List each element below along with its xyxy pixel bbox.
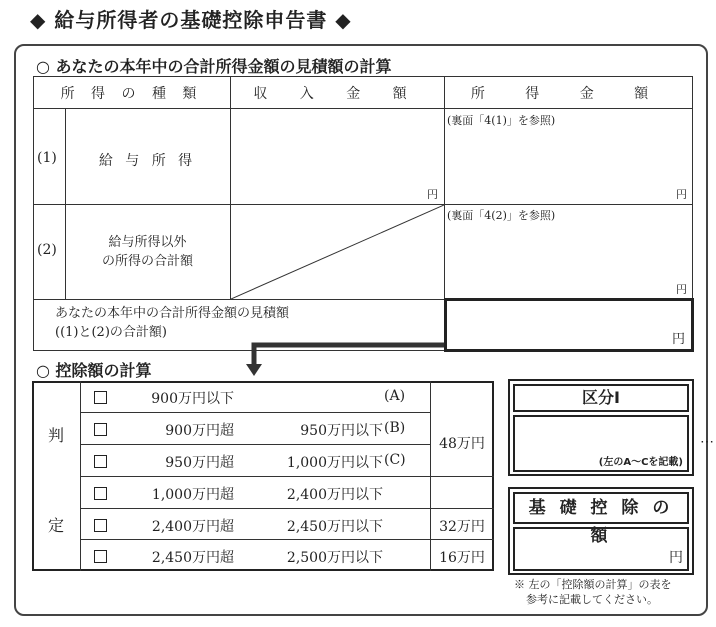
row2-number: (2) xyxy=(37,242,57,258)
row-from: 900万円以下 xyxy=(151,391,234,407)
row1-note: (裏面「4(1)」を参照) xyxy=(447,114,556,127)
footnote-line2: 参考に記載してください。 xyxy=(526,593,658,606)
footnote-line1: ※ 左の「控除額の計算」の表を xyxy=(514,578,672,591)
row-tag: (C) xyxy=(384,452,406,468)
row2-earned-field[interactable] xyxy=(445,205,693,299)
row2-label xyxy=(65,233,230,271)
row2-label-line1: 給与所得以外 xyxy=(108,235,187,250)
row-checkbox[interactable] xyxy=(94,519,107,532)
row-checkbox[interactable] xyxy=(94,423,107,436)
row1-income-field[interactable] xyxy=(231,110,444,204)
row-from: 900万円超 xyxy=(165,423,234,439)
row-to: 2,450万円以下 xyxy=(286,519,383,535)
row1-income-yen: 円 xyxy=(427,188,438,201)
row2-earned-yen: 円 xyxy=(676,283,687,296)
judge-char-1: 判 xyxy=(48,426,65,445)
row-from: 2,450万円超 xyxy=(151,550,234,566)
row1-number: (1) xyxy=(37,150,57,166)
income-table xyxy=(33,76,693,351)
amount-48: 48万円 xyxy=(439,436,485,452)
total-label-line2: ((1)と(2)の合計額) xyxy=(55,325,167,340)
row2-note: (裏面「4(2)」を参照) xyxy=(447,209,556,222)
row-tag: (B) xyxy=(384,420,406,436)
row-checkbox[interactable] xyxy=(94,391,107,404)
col-header-income: 収 入 金 額 xyxy=(253,86,421,102)
section1-heading: ○ あなたの本年中の合計所得金額の見積額の計算 xyxy=(36,57,392,76)
row-from: 950万円超 xyxy=(165,455,234,471)
total-label-line1: あなたの本年中の合計所得金額の見積額 xyxy=(55,306,290,321)
row-from: 2,400万円超 xyxy=(151,519,234,535)
row-to: 2,500万円以下 xyxy=(286,550,383,566)
row2-label-line2: の所得の合計額 xyxy=(101,254,193,269)
row1-label: 給 与 所 得 xyxy=(98,153,197,169)
diagonal-strike xyxy=(231,205,444,299)
kubun-note: (左のA～Cを記載) xyxy=(598,457,683,468)
judge-char-2: 定 xyxy=(48,516,65,535)
col-header-type: 所 得 の 種 類 xyxy=(60,86,203,102)
arrow-icon xyxy=(240,336,450,380)
judgement-table xyxy=(32,381,494,571)
deduction-field[interactable] xyxy=(513,527,689,571)
deduction-yen: 円 xyxy=(669,550,683,566)
total-yen: 円 xyxy=(671,332,685,347)
row-to: 950万円以下 xyxy=(300,423,383,439)
row-checkbox[interactable] xyxy=(94,550,107,563)
kubun-field[interactable] xyxy=(513,415,689,472)
footnote xyxy=(514,577,672,607)
row-to: 1,000万円以下 xyxy=(286,455,383,471)
form-title: ◆ 給与所得者の基礎控除申告書 ◆ xyxy=(30,8,352,32)
kubun-label: 区分Ⅰ xyxy=(513,384,689,412)
total-field[interactable] xyxy=(444,298,694,352)
row1-earned-field[interactable] xyxy=(445,110,693,204)
row-checkbox[interactable] xyxy=(94,487,107,500)
col-header-earned: 所 得 金 額 xyxy=(470,86,667,102)
amount-32: 32万円 xyxy=(439,519,485,535)
amount-16: 16万円 xyxy=(439,550,485,566)
kubun-box xyxy=(508,379,694,476)
row1-earned-yen: 円 xyxy=(676,188,687,201)
deduction-label: 基 礎 控 除 の 額 xyxy=(513,492,689,524)
row-tag: (A) xyxy=(384,388,406,404)
row-from: 1,000万円超 xyxy=(151,487,234,503)
row-checkbox[interactable] xyxy=(94,455,107,468)
deduction-box xyxy=(508,487,694,575)
dot-marker: ⋯ xyxy=(700,434,714,450)
section2-heading: ○ 控除額の計算 xyxy=(36,361,152,380)
row-to: 2,400万円以下 xyxy=(286,487,383,503)
